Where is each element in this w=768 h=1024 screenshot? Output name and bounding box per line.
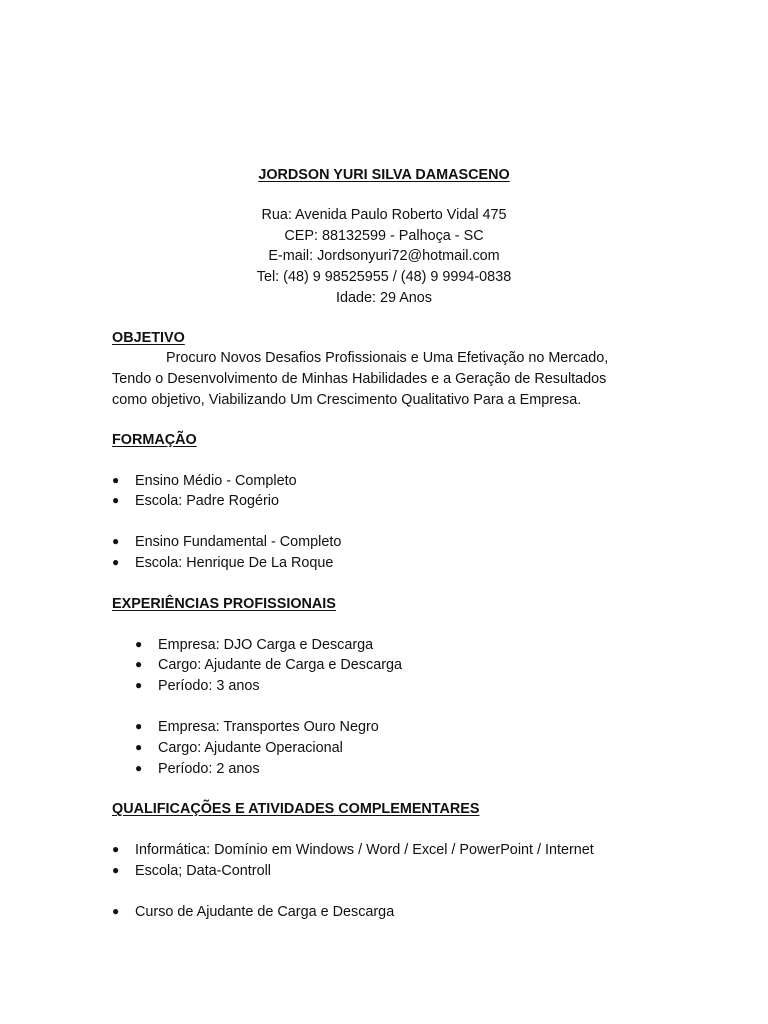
list-item-text: Escola; Data-Controll xyxy=(135,863,271,879)
bullet-icon: ● xyxy=(112,473,120,487)
list-item xyxy=(135,635,373,655)
list-item xyxy=(135,655,402,675)
resume-name: JORDSON YURI SILVA DAMASCENO xyxy=(258,167,510,183)
cep-line: CEP: 88132599 - Palhoça - SC xyxy=(284,228,484,244)
list-item xyxy=(135,717,379,737)
bullet-icon: ● xyxy=(135,637,143,651)
list-item-text: Ensino Médio - Completo xyxy=(135,473,297,489)
bullet-icon: ● xyxy=(135,678,143,692)
list-item-text: Cargo: Ajudante de Carga e Descarga xyxy=(158,657,402,673)
list-item xyxy=(135,676,260,696)
list-item xyxy=(135,759,260,779)
list-item xyxy=(112,553,333,573)
objetivo-text-line: como objetivo, Viabilizando Um Crescimento Qualitativo Para a Empresa. xyxy=(112,392,582,408)
bullet-icon: ● xyxy=(112,534,120,548)
list-item xyxy=(112,840,594,860)
bullet-icon: ● xyxy=(112,904,120,918)
list-item-text: Ensino Fundamental - Completo xyxy=(135,534,342,550)
bullet-icon: ● xyxy=(112,863,120,877)
section-heading-qualificacoes: QUALIFICAÇÕES E ATIVIDADES COMPLEMENTARES xyxy=(112,801,480,817)
list-item-text: Empresa: Transportes Ouro Negro xyxy=(158,719,379,735)
address-line: Rua: Avenida Paulo Roberto Vidal 475 xyxy=(261,207,507,223)
age-line: Idade: 29 Anos xyxy=(335,290,433,306)
bullet-icon: ● xyxy=(135,657,143,671)
list-item-text: Escola: Henrique De La Roque xyxy=(135,555,334,571)
list-item-text: Cargo: Ajudante Operacional xyxy=(158,740,343,756)
list-item-text: Empresa: DJO Carga e Descarga xyxy=(158,637,374,653)
email-line: E-mail: Jordsonyuri72@hotmail.com xyxy=(268,248,500,264)
list-item xyxy=(135,738,343,758)
list-item-text: Período: 3 anos xyxy=(158,678,260,694)
phone-line: Tel: (48) 9 98525955 / (48) 9 9994-0838 xyxy=(256,269,512,285)
objetivo-text-line: Procuro Novos Desafios Profissionais e Uma Efetivação no Mercado, xyxy=(166,350,609,366)
list-item-text: Informática: Domínio em Windows / Word / Excel / PowerPoint / Internet xyxy=(135,842,594,858)
bullet-icon: ● xyxy=(135,740,143,754)
list-item xyxy=(112,491,279,511)
bullet-icon: ● xyxy=(112,493,120,507)
list-item xyxy=(112,861,271,881)
list-item xyxy=(112,902,394,922)
section-heading-formacao: FORMAÇÃO xyxy=(112,432,197,448)
objetivo-text-line: Tendo o Desenvolvimento de Minhas Habilidades e a Geração de Resultados xyxy=(112,371,607,387)
section-heading-objetivo: OBJETIVO xyxy=(112,330,185,346)
bullet-icon: ● xyxy=(112,555,120,569)
list-item-text: Escola: Padre Rogério xyxy=(135,493,279,509)
bullet-icon: ● xyxy=(135,761,143,775)
list-item-text: Curso de Ajudante de Carga e Descarga xyxy=(135,904,395,920)
bullet-icon: ● xyxy=(135,719,143,733)
list-item xyxy=(112,471,297,491)
list-item-text: Período: 2 anos xyxy=(158,761,260,777)
bullet-icon: ● xyxy=(112,842,120,856)
section-heading-experiencias: EXPERIÊNCIAS PROFISSIONAIS xyxy=(112,596,336,612)
list-item xyxy=(112,532,341,552)
